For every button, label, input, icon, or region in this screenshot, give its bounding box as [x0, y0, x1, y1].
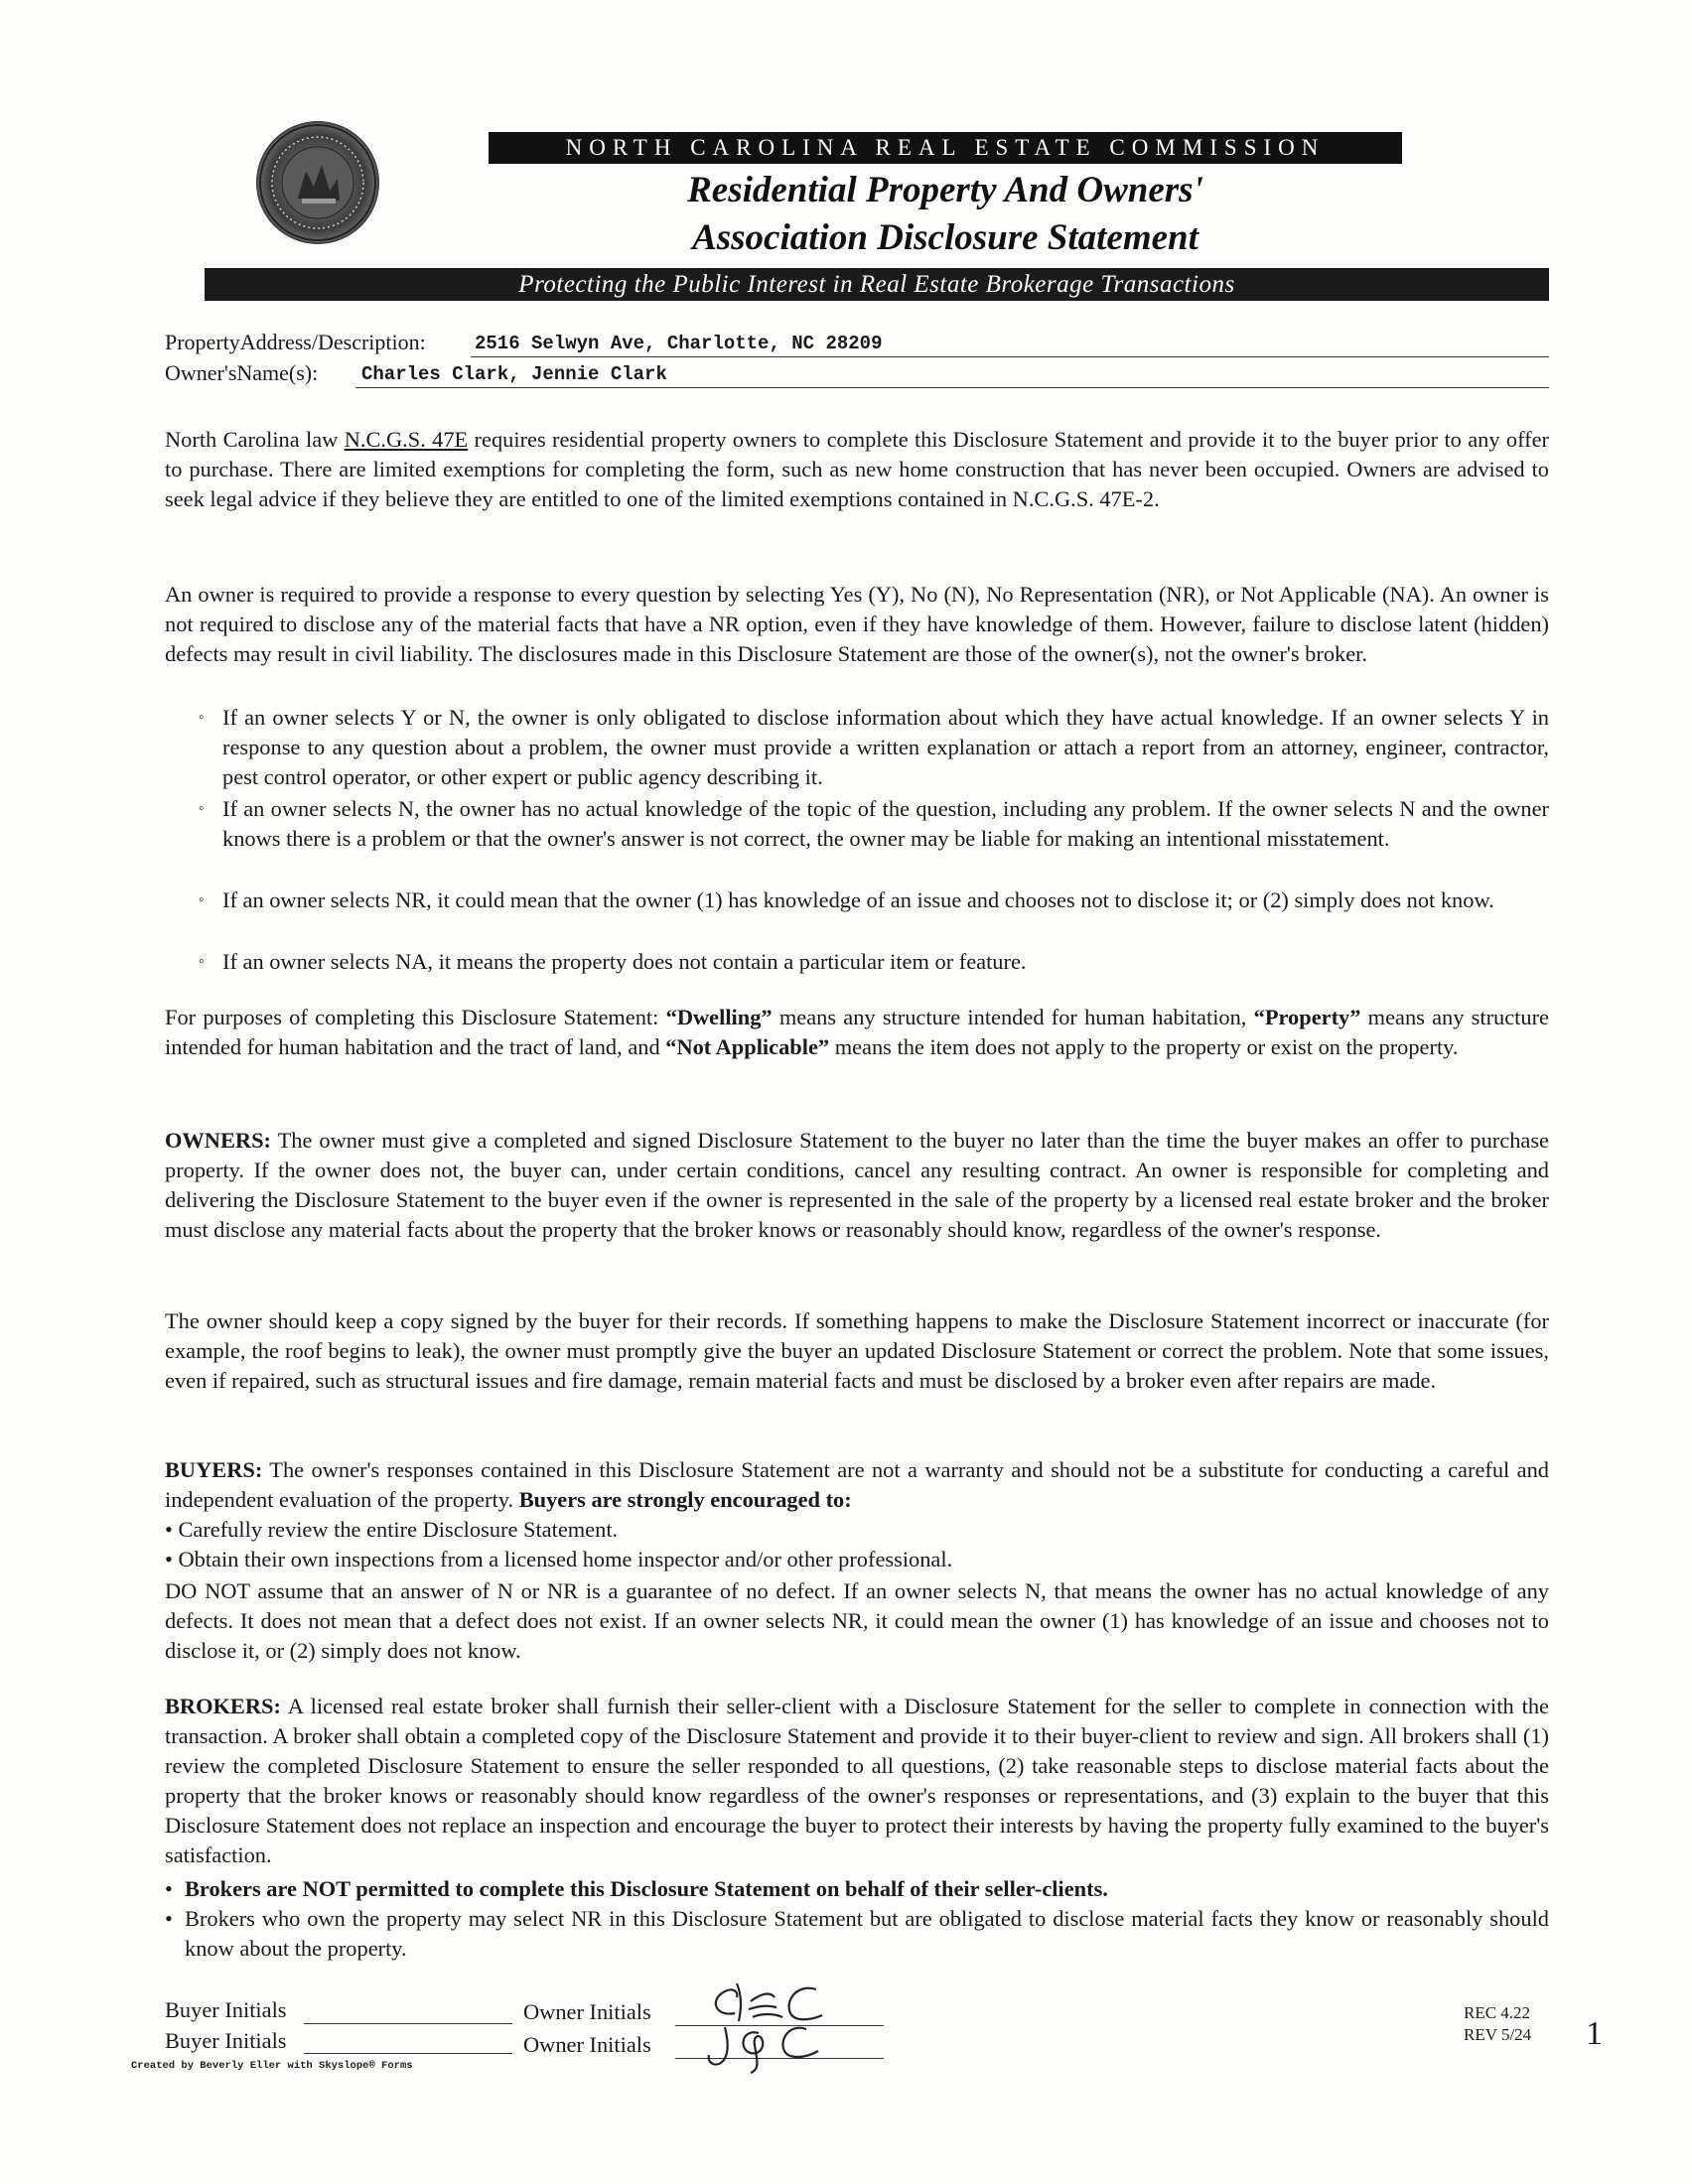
owner-names-field [165, 358, 1549, 388]
buyer-initials-field-1[interactable] [304, 2023, 512, 2024]
list-item-review-statement: • Carefully review the entire Disclosure Statement. [165, 1517, 619, 1542]
form-number: REC 4.22 [1464, 2003, 1531, 2022]
buyer-initials-field-2[interactable] [304, 2053, 512, 2054]
property-address-value[interactable]: 2516 Selwyn Ave, Charlotte, NC 28209 [475, 333, 883, 354]
buyers-heading: BUYERS: [165, 1457, 263, 1482]
definitions-paragraph: For purposes of completing this Disclosure Statement: “Dwelling” means any structure intended for human habitation, “Property” means any structure intended for human habitation and the tract of land, and “Not Applicable” means the item does not apply to the property or exist on the property. [165, 1005, 1549, 1059]
form-title-line1: Residential Property And Owners' [687, 170, 1203, 210]
list-item-selects-na: ◦ If an owner selects NA, it means the property does not contain a particular item or feature. [199, 949, 1027, 974]
owners-copy-paragraph: The owner should keep a copy signed by the buyer for their records. If something happens to make the Disclosure Statement incorrect or inaccurate (for example, the roof begins to leak), the owner must promptly give the buyer an updated Disclosure Statement or correct the problem. Note that some issues, even if repaired, such as structural issues and fire damage, remain material facts and must be disclosed by a broker even after repairs are made. [165, 1308, 1549, 1393]
buyers-section: BUYERS: The owner's responses contained in this Disclosure Statement are not a warranty and should not be a substitute for conducting a careful and independent evaluation of the property. Buyers are strongly encouraged to: [165, 1457, 1549, 1512]
tagline-banner: Protecting the Public Interest in Real Estate Brokerage Transactions [205, 268, 1549, 301]
owners-section: OWNERS: The owner must give a completed and signed Disclosure Statement to the buyer no later than the time the buyer makes an offer to purchase property. If the owner does not, the buyer can, under certain conditions, cancel any resulting contract. An owner is responsible for completing and delivering the Disclosure Statement to the buyer even if the owner is represented in the sale of the property by a licensed real estate broker and the broker must disclose any material facts about the property that the broker knows or reasonably should know, regardless of the owner's response. [165, 1128, 1549, 1242]
owner-initials-label-2: Owner Initials [523, 2032, 651, 2057]
buyers-warning-paragraph: DO NOT assume that an answer of N or NR is a guarantee of no defect. If an owner selects N, that means the owner has no actual knowledge of any defects. It does not mean that a defect does not exist. If an owner selects NR, it could mean the owner (1) has knowledge of an issue and chooses not to disclose it, or (2) simply does not know. [165, 1578, 1549, 1663]
list-item-obtain-inspections: • Obtain their own inspections from a licensed home inspector and/or other professional. [165, 1547, 953, 1571]
form-revision: REV 5/24 [1464, 2025, 1532, 2044]
intro-paragraph-law: North Carolina law N.C.G.S. 47E requires residential property owners to complete this Disclosure Statement and provide it to the buyer prior to any offer to purchase. There are limited exemptions for completing the form, such as new home construction that has never been occupied. Owners are advised to seek legal advice if they believe they are entitled to one of the limited exemptions contained in N.C.G.S. 47E-2. [165, 427, 1549, 511]
buyer-initials-label-2: Buyer Initials [165, 2028, 287, 2053]
list-item-selects-nr: ◦ If an owner selects NR, it could mean that the owner (1) has knowledge of an issue and chooses not to disclose it; or (2) simply does not know. [199, 887, 1494, 912]
owner-names-value[interactable]: Charles Clark, Jennie Clark [361, 363, 667, 385]
owners-heading: OWNERS: [165, 1128, 271, 1153]
list-item-brokers-not-permitted: • Brokers are NOT permitted to complete this Disclosure Statement on behalf of their seller-clients. [165, 1876, 1108, 1901]
owner-names-label: Owner'sName(s): [165, 360, 319, 385]
property-address-label: PropertyAddress/Description: [165, 330, 426, 354]
property-address-field [165, 328, 1549, 357]
buyer-initials-label-1: Buyer Initials [165, 1997, 287, 2022]
list-item-brokers-who-own: • Brokers who own the property may select NR in this Disclosure Statement but are obligated to disclose material facts they know or reasonably should know about the property. [165, 1906, 1549, 1961]
commission-banner: NORTH CAROLINA REAL ESTATE COMMISSION [489, 132, 1402, 164]
brokers-section: BROKERS: A licensed real estate broker shall furnish their seller-client with a Disclosure Statement for the seller to complete in connection with the transaction. A broker shall obtain a completed copy of the Disclosure Statement and provide it to their buyer-client to review and sign. All brokers shall (1) review the completed Disclosure Statement to ensure the seller responded to all questions, (2) take reasonable steps to disclose material facts about the property that the broker knows or reasonably should know regardless of the owner's responses or representations, and (3) explain to the buyer that this Disclosure Statement does not replace an inspection and encourage the buyer to protect their interests by having the property fully examined to the buyer's satisfaction. [165, 1694, 1549, 1867]
list-item-selects-y-or-n: ◦ If an owner selects Y or N, the owner is only obligated to disclose information about which they have actual knowledge. If an owner selects Y in response to any question about a problem, the owner must provide a written explanation or attach a report from an attorney, engineer, contractor, pest control operator, or other expert or public agency describing it. [199, 705, 1549, 789]
ncgs-47e-link[interactable]: N.C.G.S. 47E [344, 427, 469, 452]
owner-signature-2-icon [695, 2015, 834, 2077]
brokers-heading: BROKERS: [165, 1694, 281, 1718]
created-by-stamp: Created by Beverly Eller with Skyslope® Forms [131, 2060, 413, 2072]
page-number: 1 [1586, 2015, 1603, 2052]
form-title-line2: Association Disclosure Statement [692, 217, 1198, 258]
owner-initials-label-1: Owner Initials [523, 1999, 651, 2024]
state-seal-icon [256, 121, 379, 244]
list-item-selects-n: ◦ If an owner selects N, the owner has no actual knowledge of the topic of the question, including any problem. If the owner selects N and the owner knows there is a problem or that the owner's answer is not correct, the owner may be liable for making an intentional misstatement. [199, 796, 1549, 851]
intro-paragraph-responses: An owner is required to provide a response to every question by selecting Yes (Y), No (N), No Representation (NR), or Not Applicable (NA). An owner is not required to disclose any of the material facts that have a NR option, even if they have knowledge of them. However, failure to disclose latent (hidden) defects may result in civil liability. The disclosures made in this Disclosure Statement are those of the owner(s), not the owner's broker. [165, 582, 1549, 666]
